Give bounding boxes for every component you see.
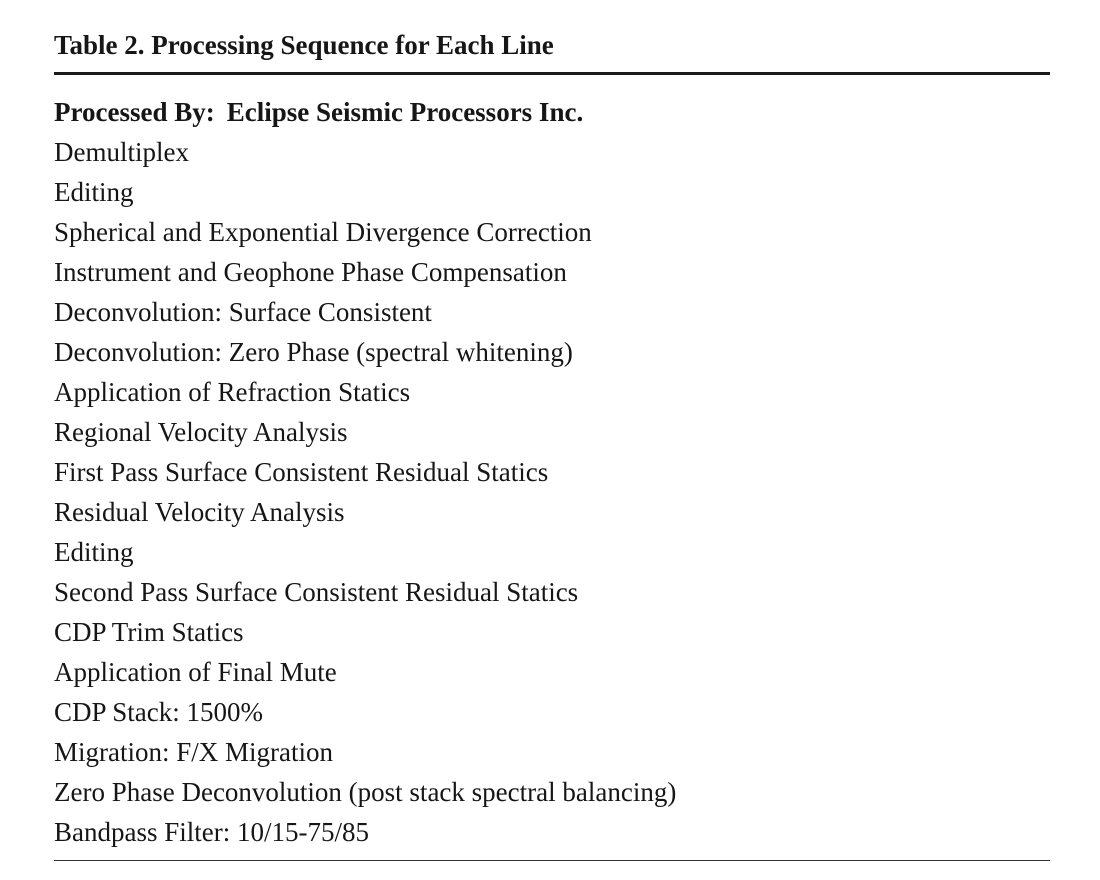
processing-steps-list [54,132,1050,852]
list-item: Demultiplex [54,137,189,167]
list-item: CDP Trim Statics [54,617,244,647]
list-item: Application of Refraction Statics [54,377,411,407]
list-item: Zero Phase Deconvolution (post stack spectral balancing) [54,777,677,807]
list-item: Migration: F/X Migration [54,737,333,767]
list-item: Deconvolution: Surface Consistent [54,297,432,327]
processing-sequence-table [54,28,1050,861]
list-item: Deconvolution: Zero Phase (spectral whitening) [54,337,573,367]
bottom-rule [54,860,1050,861]
list-item: Editing [54,537,134,567]
processed-by-line [54,92,1050,132]
list-item: CDP Stack: 1500% [54,697,263,727]
list-item: Regional Velocity Analysis [54,417,348,447]
list-item: Application of Final Mute [54,657,337,687]
list-item: Bandpass Filter: 10/15-75/85 [54,817,369,847]
list-item: Second Pass Surface Consistent Residual Statics [54,577,579,607]
processed-by-label: Processed By: [54,97,215,127]
list-item: Spherical and Exponential Divergence Correction [54,217,592,247]
list-item: Editing [54,177,134,207]
processed-by-value: Eclipse Seismic Processors Inc. [226,97,584,127]
top-rule [54,72,1050,75]
list-item: Residual Velocity Analysis [54,497,345,527]
list-item: Instrument and Geophone Phase Compensation [54,257,567,287]
table-title: Table 2. Processing Sequence for Each Line [54,30,554,60]
list-item: First Pass Surface Consistent Residual Statics [54,457,549,487]
